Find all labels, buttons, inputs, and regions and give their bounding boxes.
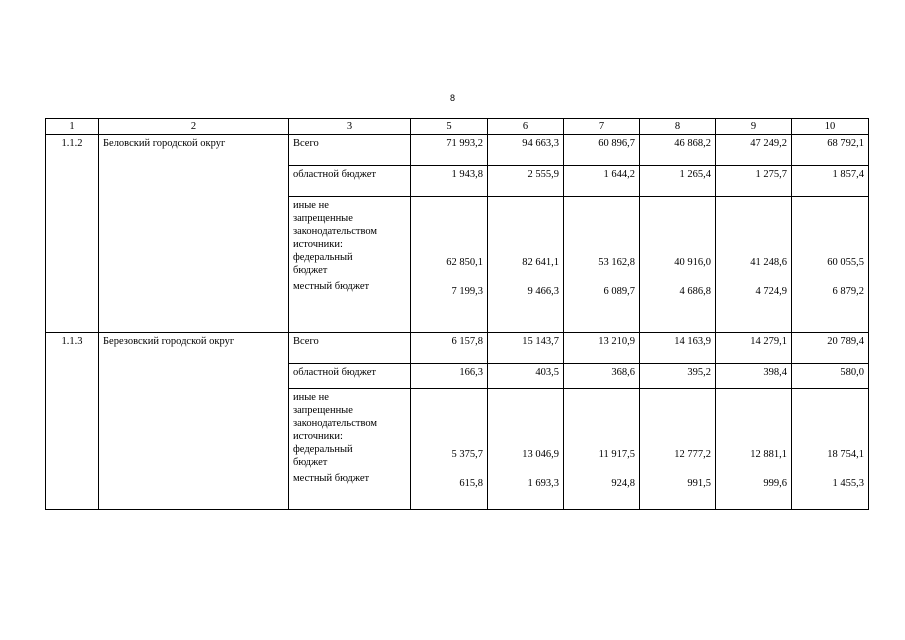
column-header: 10 [792, 119, 869, 135]
federal-budget-value: 82 641,1 [522, 257, 559, 268]
local-budget-value: 1 455,3 [832, 478, 864, 489]
value-cell [488, 197, 564, 333]
source-label-cell: Всего [289, 333, 411, 364]
table-row [46, 135, 869, 166]
source-label-line: бюджет [293, 457, 328, 468]
value-cell: 60 896,7 [564, 135, 640, 166]
value-cell [411, 389, 488, 510]
value-cell [640, 197, 716, 333]
value-cell [792, 389, 869, 510]
value-cell: 47 249,2 [716, 135, 792, 166]
value-cell: 13 210,9 [564, 333, 640, 364]
header-row [46, 119, 869, 135]
other-sources-label-cell [289, 389, 411, 510]
value-cell: 1 275,7 [716, 166, 792, 197]
value-cell [564, 197, 640, 333]
row-code-cell: 1.1.2 [46, 135, 99, 333]
local-budget-value: 6 089,7 [603, 286, 635, 297]
value-cell: 15 143,7 [488, 333, 564, 364]
value-cell: 1 943,8 [411, 166, 488, 197]
value-cell: 68 792,1 [792, 135, 869, 166]
value-cell [716, 389, 792, 510]
value-cell [640, 389, 716, 510]
local-budget-value: 1 693,3 [527, 478, 559, 489]
source-label-line: иные не [293, 200, 329, 211]
value-cell: 395,2 [640, 364, 716, 389]
source-label-cell: областной бюджет [289, 166, 411, 197]
column-header: 8 [640, 119, 716, 135]
local-budget-value: 7 199,3 [451, 286, 483, 297]
federal-budget-value: 62 850,1 [446, 257, 483, 268]
local-budget-value: 9 466,3 [527, 286, 559, 297]
local-budget-value: 4 686,8 [679, 286, 711, 297]
value-cell: 1 265,4 [640, 166, 716, 197]
value-cell: 2 555,9 [488, 166, 564, 197]
column-header: 2 [99, 119, 289, 135]
value-cell [564, 389, 640, 510]
value-cell: 1 644,2 [564, 166, 640, 197]
source-label-line: федеральный [293, 444, 353, 455]
local-budget-value: 999,6 [763, 478, 787, 489]
source-label-line: бюджет [293, 265, 328, 276]
local-budget-value: 615,8 [459, 478, 483, 489]
value-cell [716, 197, 792, 333]
value-cell: 368,6 [564, 364, 640, 389]
value-cell: 166,3 [411, 364, 488, 389]
column-header: 6 [488, 119, 564, 135]
source-label-line: законодательством [293, 226, 378, 237]
column-header: 9 [716, 119, 792, 135]
value-cell: 20 789,4 [792, 333, 869, 364]
page-number: 8 [449, 93, 455, 103]
source-label-line: источники: [293, 239, 343, 250]
value-cell: 71 993,2 [411, 135, 488, 166]
source-label-line: запрещенные [293, 405, 353, 416]
federal-budget-value: 11 917,5 [598, 449, 635, 460]
value-cell: 46 868,2 [640, 135, 716, 166]
federal-budget-value: 12 881,1 [750, 449, 787, 460]
source-label-line: местный бюджет [293, 473, 370, 484]
column-header: 3 [289, 119, 411, 135]
value-cell: 6 157,8 [411, 333, 488, 364]
column-header: 1 [46, 119, 99, 135]
federal-budget-value: 5 375,7 [451, 449, 483, 460]
federal-budget-value: 40 916,0 [674, 257, 711, 268]
budget-table [45, 118, 869, 510]
source-label-cell: Всего [289, 135, 411, 166]
source-label-line: федеральный [293, 252, 353, 263]
value-cell [488, 389, 564, 510]
source-label-line: законодательством [293, 418, 378, 429]
federal-budget-value: 13 046,9 [522, 449, 559, 460]
local-budget-value: 4 724,9 [755, 286, 787, 297]
row-code-cell: 1.1.3 [46, 333, 99, 510]
value-cell: 398,4 [716, 364, 792, 389]
value-cell: 94 663,3 [488, 135, 564, 166]
federal-budget-value: 60 055,5 [827, 257, 864, 268]
federal-budget-value: 53 162,8 [598, 257, 635, 268]
value-cell: 14 279,1 [716, 333, 792, 364]
local-budget-value: 924,8 [611, 478, 635, 489]
municipality-name-cell: Березовский городской округ [99, 333, 289, 510]
value-cell: 14 163,9 [640, 333, 716, 364]
column-header: 5 [411, 119, 488, 135]
column-header: 7 [564, 119, 640, 135]
value-cell: 1 857,4 [792, 166, 869, 197]
value-cell: 403,5 [488, 364, 564, 389]
source-label-line: источники: [293, 431, 343, 442]
local-budget-value: 991,5 [687, 478, 711, 489]
table-row [46, 333, 869, 364]
value-cell: 580,0 [792, 364, 869, 389]
federal-budget-value: 18 754,1 [827, 449, 864, 460]
source-label-line: запрещенные [293, 213, 353, 224]
local-budget-value: 6 879,2 [832, 286, 864, 297]
federal-budget-value: 41 248,6 [750, 257, 787, 268]
federal-budget-value: 12 777,2 [674, 449, 711, 460]
value-cell [411, 197, 488, 333]
source-label-line: иные не [293, 392, 329, 403]
source-label-line: местный бюджет [293, 281, 370, 292]
source-label-cell: областной бюджет [289, 364, 411, 389]
value-cell [792, 197, 869, 333]
municipality-name-cell: Беловский городской округ [99, 135, 289, 333]
other-sources-label-cell [289, 197, 411, 333]
